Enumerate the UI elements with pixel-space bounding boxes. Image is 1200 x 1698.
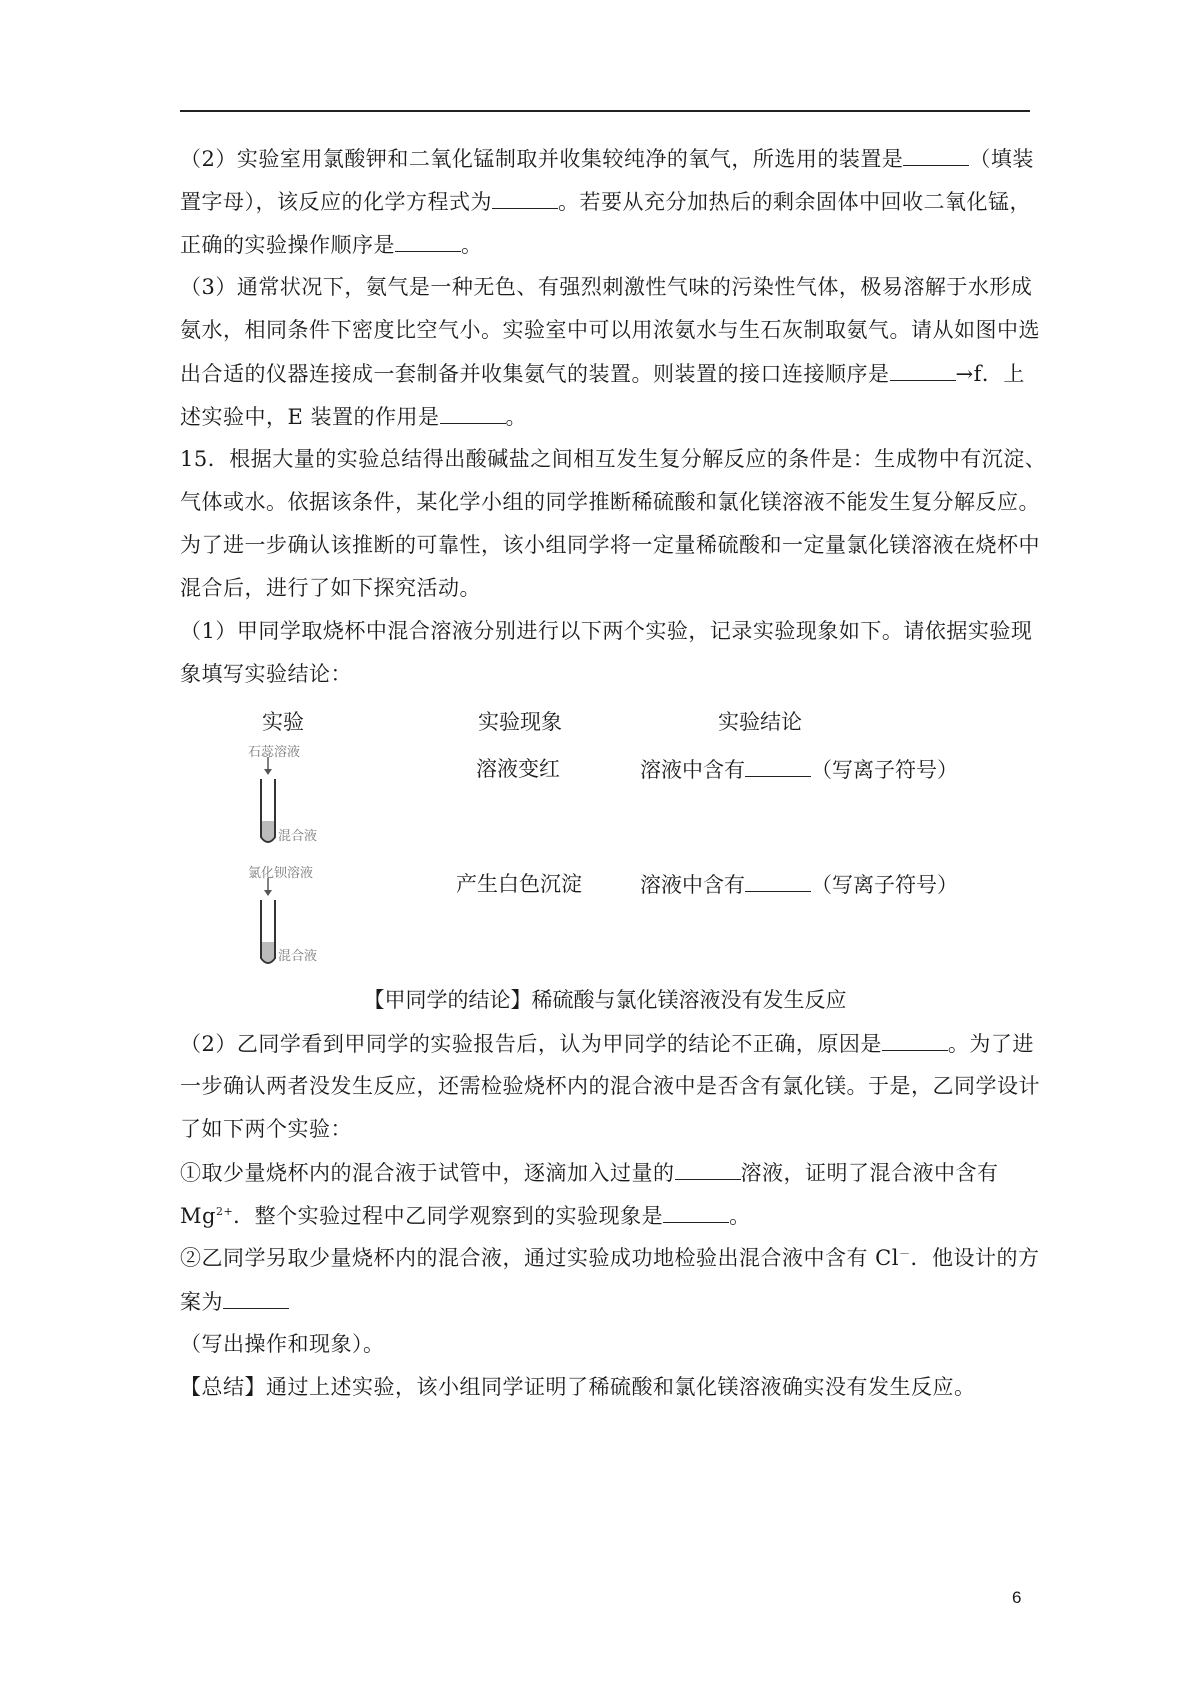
q15-part1-line-1: （1）甲同学取烧杯中混合溶液分别进行以下两个实验，记录实验现象如下。请依据实验现 bbox=[180, 619, 1033, 643]
q3-text: 出合适的仪器连接成一套制备并收集氨气的装置。则装置的接口连接顺序是 bbox=[180, 362, 890, 386]
reagent-label: 石蕊溶液 bbox=[248, 745, 301, 760]
q3-line-3 bbox=[180, 358, 1025, 389]
ion-charge: 2+ bbox=[215, 1205, 234, 1218]
page-number: 6 bbox=[1012, 1588, 1022, 1607]
q15-line-2: 气体或水。依据该条件，某化学小组的同学推断稀硫酸和氯化镁溶液不能发生复分解反应。 bbox=[180, 490, 1040, 514]
p2-text: （2）乙同学看到甲同学的实验报告后，认为甲同学的结论不正确，原因是 bbox=[180, 1032, 882, 1056]
header-rule bbox=[180, 110, 1030, 112]
answer-blank[interactable] bbox=[492, 186, 558, 209]
arrow-icon: → bbox=[955, 362, 974, 386]
q2-text: 正确的实验操作顺序是 bbox=[180, 233, 395, 257]
conclusion-2 bbox=[640, 869, 958, 900]
q3-text: 。 bbox=[505, 405, 528, 429]
conclusion-1 bbox=[640, 754, 958, 785]
q2-text: （填装 bbox=[969, 147, 1034, 171]
table-header-phenomenon: 实验现象 bbox=[478, 710, 562, 734]
answer-blank[interactable] bbox=[882, 1028, 948, 1051]
conclusion-text: 溶液中含有 bbox=[640, 873, 745, 897]
q2-text: 。 bbox=[461, 233, 483, 257]
q15-line-3: 为了进一步确认该推断的可靠性，该小组同学将一定量稀硫酸和一定量氯化镁溶液在烧杯中 bbox=[180, 533, 1040, 557]
q3-line-4 bbox=[180, 401, 527, 432]
p2-text: 。为了进 bbox=[947, 1032, 1034, 1056]
table-header-experiment: 实验 bbox=[262, 710, 304, 734]
answer-blank[interactable] bbox=[890, 358, 956, 381]
reagent-label: 氯化钡溶液 bbox=[248, 866, 314, 881]
answer-blank[interactable] bbox=[675, 1157, 741, 1180]
p2-line-2: 一步确认两者没发生反应，还需检验烧杯内的混合液中是否含有氯化镁。于是，乙同学设计 bbox=[180, 1074, 1040, 1098]
answer-blank[interactable] bbox=[745, 754, 811, 777]
q3-line-2: 氨水，相同条件下密度比空气小。实验室中可以用浓氨水与生石灰制取氨气。请从如图中选 bbox=[180, 318, 1040, 342]
step1-line-1 bbox=[180, 1157, 999, 1188]
q3-line-1: （3）通常状况下，氨气是一种无色、有强烈刺激性气味的污染性气体，极易溶解于水形成 bbox=[180, 275, 1033, 299]
answer-blank[interactable] bbox=[223, 1286, 289, 1309]
q2-text: （2）实验室用氯酸钾和二氧化锰制取并收集较纯净的氧气，所选用的装置是 bbox=[180, 147, 904, 171]
q2-line-3 bbox=[180, 229, 483, 260]
q15-line-1: 15．根据大量的实验总结得出酸碱盐之间相互发生复分解反应的条件是：生成物中有沉淀、 bbox=[180, 447, 1047, 471]
step2-line-3: （写出操作和现象）。 bbox=[180, 1332, 385, 1356]
step2-line-2 bbox=[180, 1286, 289, 1317]
ion-charge: － bbox=[898, 1247, 911, 1260]
jia-conclusion: 【甲同学的结论】稀硫酸与氯化镁溶液没有发生反应 bbox=[363, 988, 847, 1012]
mg-ion: Mg bbox=[180, 1204, 216, 1228]
step1-text: 。 bbox=[729, 1204, 751, 1228]
q2-text: 置字母），该反应的化学方程式为 bbox=[180, 190, 492, 214]
step1-line-2 bbox=[180, 1200, 751, 1231]
phenomenon-1: 溶液变红 bbox=[476, 757, 560, 781]
conclusion-text: 溶液中含有 bbox=[640, 758, 745, 782]
step2-text: ②乙同学另取少量烧杯内的混合液，通过实验成功地检验出混合液中含有 Cl bbox=[180, 1246, 899, 1270]
mix-label: 混合液 bbox=[278, 829, 318, 844]
q15-line-4: 混合后，进行了如下探究活动。 bbox=[180, 576, 481, 600]
step2-text: ．他设计的方 bbox=[910, 1246, 1040, 1270]
step1-text: 溶液，证明了混合液中含有 bbox=[740, 1161, 999, 1185]
q3-text: f．上 bbox=[973, 362, 1025, 386]
step1-text: ．整个实验过程中乙同学观察到的实验现象是 bbox=[233, 1204, 664, 1228]
summary: 【总结】通过上述实验，该小组同学证明了稀硫酸和氯化镁溶液确实没有发生反应。 bbox=[180, 1375, 976, 1399]
table-header-conclusion: 实验结论 bbox=[718, 710, 802, 734]
answer-blank[interactable] bbox=[663, 1200, 729, 1223]
step2-line-1 bbox=[180, 1243, 1039, 1273]
answer-blank[interactable] bbox=[745, 869, 811, 892]
q2-line-2 bbox=[180, 186, 1031, 217]
conclusion-text: （写离子符号） bbox=[811, 758, 958, 782]
answer-blank[interactable] bbox=[395, 229, 461, 252]
mix-label: 混合液 bbox=[278, 949, 318, 964]
phenomenon-2: 产生白色沉淀 bbox=[456, 872, 582, 896]
step2-text: 案为 bbox=[180, 1290, 223, 1314]
q2-text: 。若要从充分加热后的剩余固体中回收二氧化锰， bbox=[558, 190, 1031, 214]
q3-text: 述实验中，E 装置的作用是 bbox=[180, 405, 440, 429]
answer-blank[interactable] bbox=[440, 401, 506, 424]
q2-line-1 bbox=[180, 143, 1034, 174]
answer-blank[interactable] bbox=[903, 143, 969, 166]
p2-line-3: 了如下两个实验： bbox=[180, 1117, 352, 1141]
q15-part1-line-2: 象填写实验结论： bbox=[180, 662, 352, 686]
conclusion-text: （写离子符号） bbox=[811, 873, 958, 897]
step1-text: ①取少量烧杯内的混合液于试管中，逐滴加入过量的 bbox=[180, 1161, 675, 1185]
p2-line-1 bbox=[180, 1028, 1034, 1059]
